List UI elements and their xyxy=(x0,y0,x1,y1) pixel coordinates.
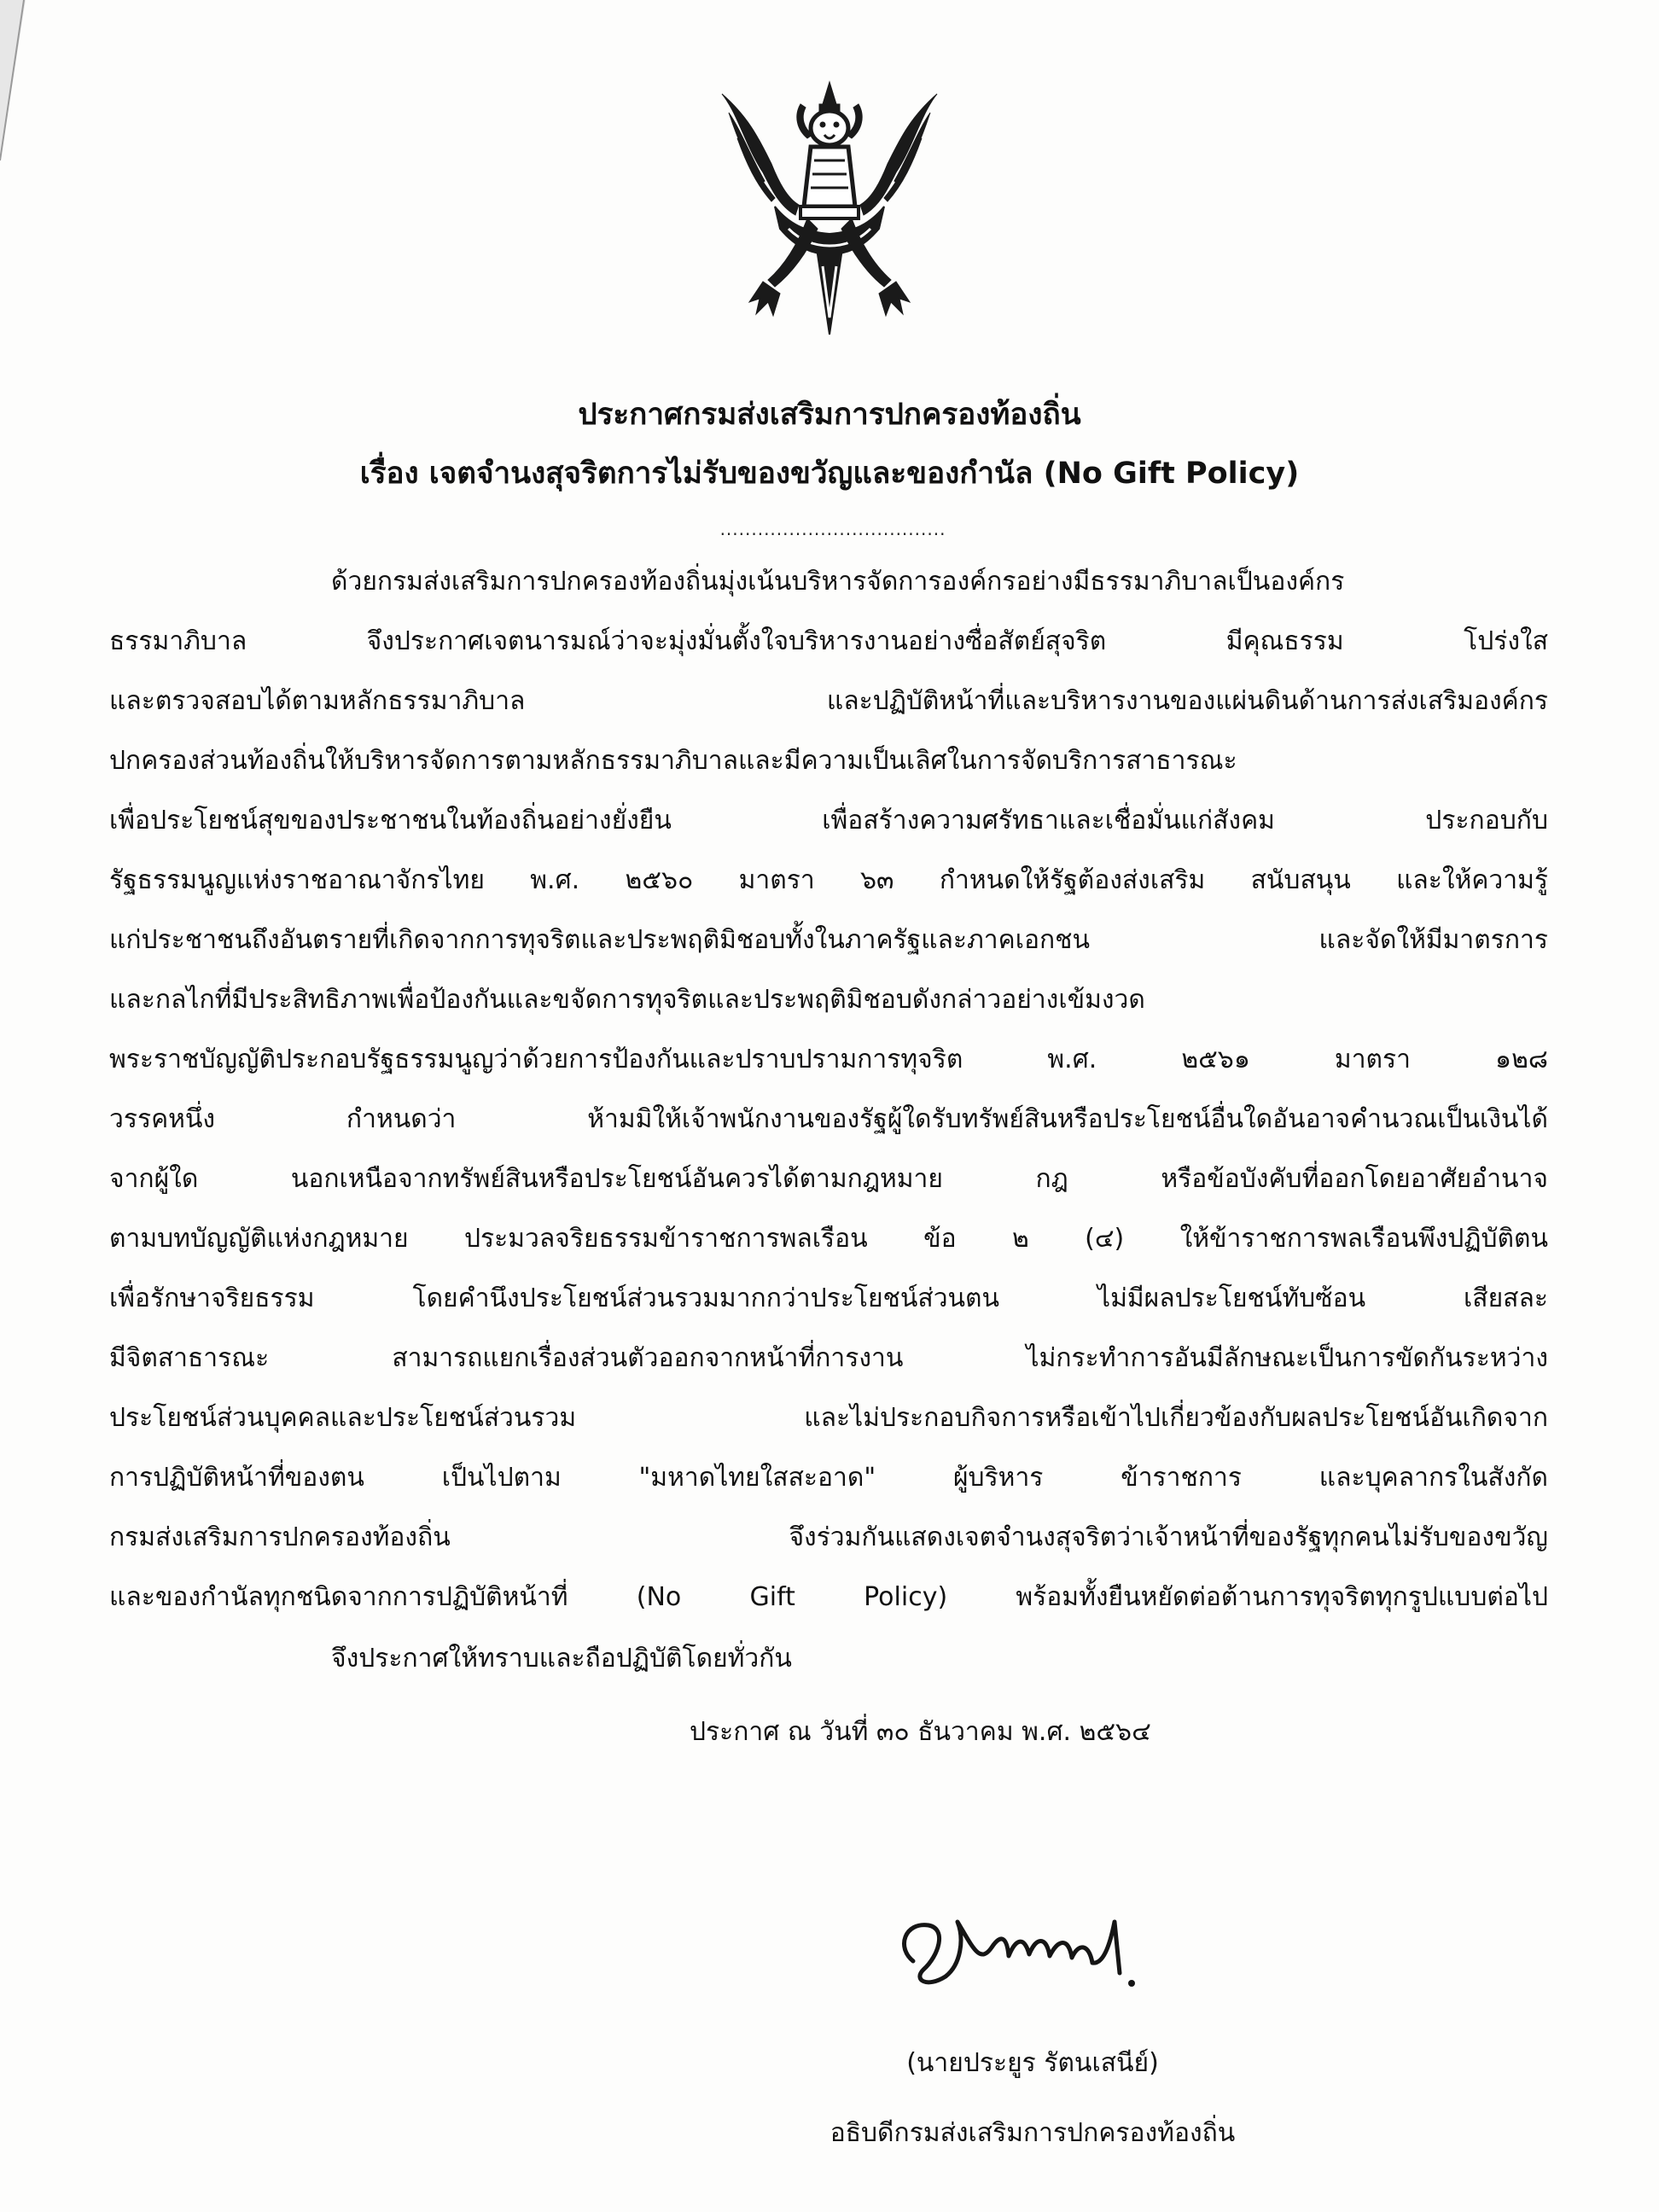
signer-name: (นายประยูร รัตนเสนีย์) xyxy=(906,2048,1159,2078)
handwritten-signature xyxy=(879,1888,1186,1999)
announcement-date: ประกาศ ณ วันที่ ๓๐ ธันวาคม พ.ศ. ๒๕๖๔ xyxy=(690,1717,1151,1747)
body-line: ประโยชน์ส่วนบุคคลและประโยชน์ส่วนรวม และไม่ประกอบกิจการหรือเข้าไปเกี่ยวข้องกับผลประโยชน์อันเกิดจาก xyxy=(109,1403,1548,1433)
body-line: เพื่อประโยชน์สุขของประชาชนในท้องถิ่นอย่างยั่งยืน เพื่อสร้างความศรัทธาและเชื่อมั่นแก่สังคม ประกอบกับ xyxy=(109,806,1548,835)
announcement-subject: เรื่อง เจตจำนงสุจริตการไม่รับของขวัญและของกำนัล (No Gift Policy) xyxy=(359,457,1300,491)
body-line: วรรคหนึ่ง กำหนดว่า ห้ามมิให้เจ้าพนักงานของรัฐผู้ใดรับทรัพย์สินหรือประโยชน์อื่นใดอันอาจคำนวณเป็นเงินได้ xyxy=(109,1104,1548,1134)
body-line: รัฐธรรมนูญแห่งราชอาณาจักรไทย พ.ศ. ๒๕๖๐ มาตรา ๖๓ กำหนดให้รัฐต้องส่งเสริม สนับสนุน และให้ความรู้ xyxy=(109,865,1548,895)
body-line: ปกครองส่วนท้องถิ่นให้บริหารจัดการตามหลักธรรมาภิบาลและมีความเป็นเลิศในการจัดบริการสาธารณะ xyxy=(109,746,1237,776)
body-line: และตรวจสอบได้ตามหลักธรรมาภิบาล และปฏิบัติหน้าที่และบริหารงานของแผ่นดินด้านการส่งเสริมองค์กร xyxy=(109,686,1548,716)
garuda-emblem-icon xyxy=(712,79,947,345)
body-line: จากผู้ใด นอกเหนือจากทรัพย์สินหรือประโยชน์อันควรได้ตามกฎหมาย กฎ หรือข้อบังคับที่ออกโดยอาศัยอำนาจ xyxy=(109,1164,1548,1194)
body-line: และกลไกที่มีประสิทธิภาพเพื่อป้องกันและขจัดการทุจริตและประพฤติมิชอบดังกล่าวอย่างเข้มงวด xyxy=(109,985,1145,1015)
page-corner-shadow xyxy=(0,0,34,171)
dotted-separator: .................................... xyxy=(719,519,946,539)
body-line: แก่ประชาชนถึงอันตรายที่เกิดจากการทุจริตและประพฤติมิชอบทั้งในภาครัฐและภาคเอกชน และจัดให้มีมาตรการ xyxy=(109,925,1548,955)
body-line: กรมส่งเสริมการปกครองท้องถิ่น จึงร่วมกันแสดงเจตจำนงสุจริตว่าเจ้าหน้าที่ของรัฐทุกคนไม่รับของขวัญ xyxy=(109,1522,1548,1552)
body-line: ตามบทบัญญัติแห่งกฎหมาย ประมวลจริยธรรมข้าราชการพลเรือน ข้อ ๒ (๔) ให้ข้าราชการพลเรือนพึงปฏิบัติตน xyxy=(109,1224,1548,1254)
body-line: และของกำนัลทุกชนิดจากการปฏิบัติหน้าที่ (No Gift Policy) พร้อมทั้งยืนหยัดต่อต้านการทุจริตทุกรูปแบบต่อไป xyxy=(109,1582,1548,1612)
body-line: การปฏิบัติหน้าที่ของตน เป็นไปตาม "มหาดไทยใสสะอาด" ผู้บริหาร ข้าราชการ และบุคลากรในสังกัด xyxy=(109,1463,1548,1493)
body-line: มีจิตสาธารณะ สามารถแยกเรื่องส่วนตัวออกจากหน้าที่การงาน ไม่กระทำการอันมีลักษณะเป็นการขัดกันระหว่าง xyxy=(109,1343,1548,1373)
body-line: พระราชบัญญัติประกอบรัฐธรรมนูญว่าด้วยการป้องกันและปราบปรามการทุจริต พ.ศ. ๒๕๖๑ มาตรา ๑๒๘ xyxy=(109,1045,1548,1074)
body-line: เพื่อรักษาจริยธรรม โดยคำนึงประโยชน์ส่วนรวมมากกว่าประโยชน์ส่วนตน ไม่มีผลประโยชน์ทับซ้อน เสียสละ xyxy=(109,1284,1548,1313)
signer-title: อธิบดีกรมส่งเสริมการปกครองท้องถิ่น xyxy=(830,2118,1236,2148)
closing-statement: จึงประกาศให้ทราบและถือปฏิบัติโดยทั่วกัน xyxy=(331,1644,792,1674)
body-line: ด้วยกรมส่งเสริมการปกครองท้องถิ่นมุ่งเน้นบริหารจัดการองค์กรอย่างมีธรรมาภิบาลเป็นองค์กร xyxy=(331,567,1345,597)
body-line: ธรรมาภิบาล จึงประกาศเจตนารมณ์ว่าจะมุ่งมั่นตั้งใจบริหารงานอย่างซื่อสัตย์สุจริต มีคุณธรรม โปร่งใส xyxy=(109,626,1548,656)
announcement-title: ประกาศกรมส่งเสริมการปกครองท้องถิ่น xyxy=(578,398,1081,432)
